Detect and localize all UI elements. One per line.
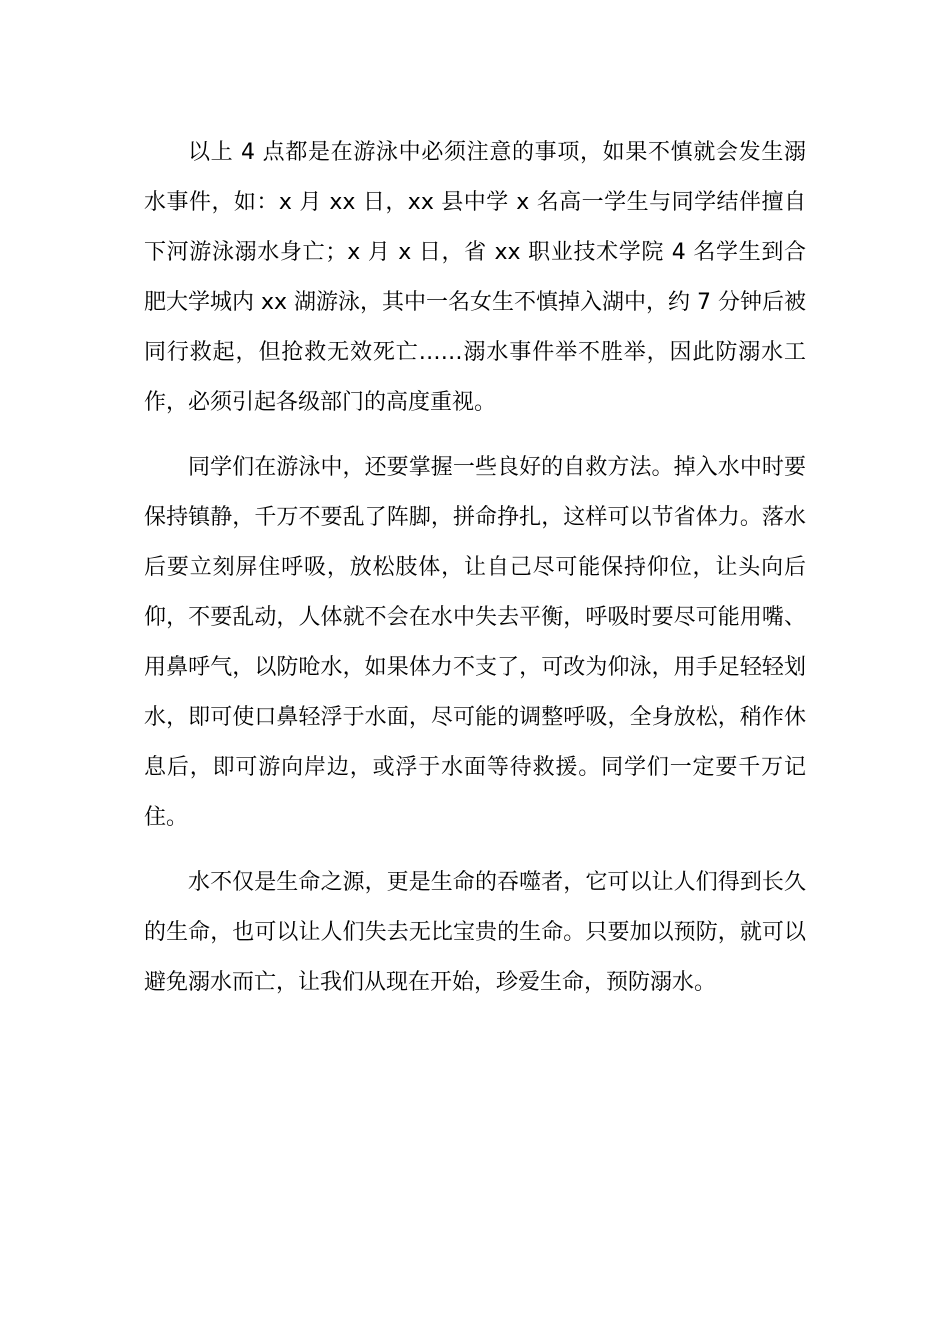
- document-body: [144, 128, 806, 1008]
- paragraph-conclusion: 水不仅是生命之源，更是生命的吞噬者，它可以让人们得到长久的生命，也可以让人们失去无比宝贵的生命。只要加以预防，就可以避免溺水而亡，让我们从现在开始，珍爱生命，预防溺水。: [144, 870, 806, 995]
- paragraph-self-rescue: 同学们在游泳中，还要掌握一些良好的自救方法。掉入水中时要保持镇静，千万不要乱了阵脚，拼命挣扎，这样可以节省体力。落水后要立刻屏住呼吸，放松肢体，让自己尽可能保持仰位，让头向后仰，不要乱动，人体就不会在水中失去平衡，呼吸时要尽可能用嘴、用鼻呼气，以防呛水，如果体力不支了，可改为仰泳，用手足轻轻划水，即可使口鼻轻浮于水面，尽可能的调整呼吸，全身放松，稍作休息后，即可游向岸边，或浮于水面等待救援。同学们一定要千万记住。: [144, 455, 806, 830]
- paragraph-drowning-incidents: 以上 4 点都是在游泳中必须注意的事项，如果不慎就会发生溺水事件，如：x 月 xx 日，xx 县中学 x 名高一学生与同学结伴擅自下河游泳溺水身亡；x 月 x 日，省 xx 职业技术学院 4 名学生到合肥大学城内 xx 湖游泳，其中一名女生不慎掉入湖中，约 7 分钟后被同行救起，但抢救无效死亡……溺水事件举不胜举，因此防溺水工作，必须引起各级部门的高度重视。: [144, 140, 807, 415]
